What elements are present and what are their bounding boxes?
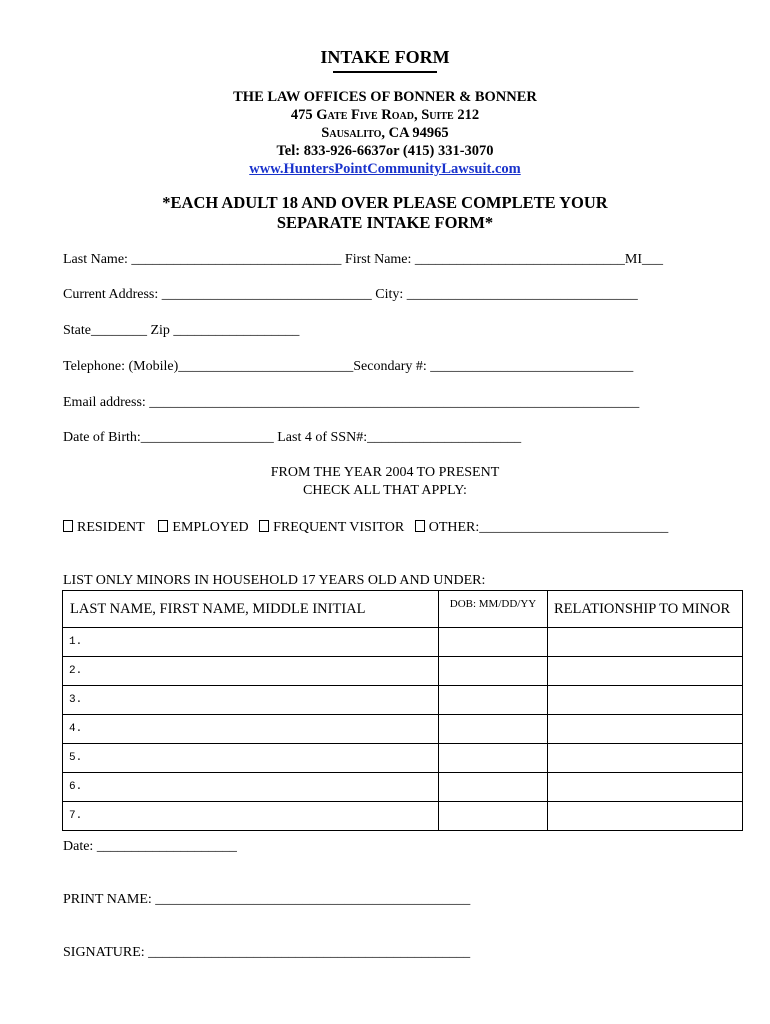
notice-line2: SEPARATE INTAKE FORM*	[276, 213, 494, 232]
minor-dob-cell[interactable]	[439, 686, 548, 715]
other-label: OTHER:___________________________	[428, 520, 669, 535]
minor-relationship-cell[interactable]	[548, 686, 743, 715]
table-header-row	[63, 591, 743, 628]
minors-table	[62, 590, 743, 831]
table-row	[63, 773, 743, 802]
minor-relationship-cell[interactable]	[548, 715, 743, 744]
notice-line1: *EACH ADULT 18 AND OVER PLEASE COMPLETE YOUR	[162, 193, 608, 212]
date-field[interactable]: Date: ____________________	[63, 839, 237, 854]
firm-address-line1	[0, 107, 770, 124]
form-title: INTAKE FORM	[320, 47, 450, 67]
resident-checkbox[interactable]	[63, 520, 144, 535]
title-underline	[333, 71, 437, 73]
state-zip-fields-row[interactable]: State________ Zip __________________	[63, 323, 300, 338]
print-name-field[interactable]: PRINT NAME: _____________________________________________	[63, 892, 471, 907]
minor-dob-cell[interactable]	[439, 744, 548, 773]
frequent-visitor-checkbox[interactable]	[259, 520, 404, 535]
minor-relationship-cell[interactable]	[548, 657, 743, 686]
checkbox-icon	[415, 520, 425, 532]
checkbox-icon	[63, 520, 73, 532]
minor-dob-cell[interactable]	[439, 628, 548, 657]
firm-address-line2	[0, 125, 770, 142]
firm-name: THE LAW OFFICES OF BONNER & BONNER	[233, 89, 537, 105]
dob-ssn-fields-row[interactable]: Date of Birth:___________________ Last 4 of SSN#:______________________	[63, 430, 522, 445]
minor-name-cell[interactable]: 3.	[63, 686, 439, 715]
col-relationship-header: RELATIONSHIP TO MINOR	[548, 591, 743, 628]
minor-name-cell[interactable]: 6.	[63, 773, 439, 802]
frequent-visitor-label: FREQUENT VISITOR	[273, 520, 405, 535]
table-row	[63, 715, 743, 744]
table-row	[63, 657, 743, 686]
minor-dob-cell[interactable]	[439, 802, 548, 831]
other-checkbox[interactable]	[415, 520, 669, 535]
table-row	[63, 628, 743, 657]
minor-name-cell[interactable]: 5.	[63, 744, 439, 773]
minor-name-cell[interactable]: 2.	[63, 657, 439, 686]
minor-name-cell[interactable]: 4.	[63, 715, 439, 744]
minor-relationship-cell[interactable]	[548, 773, 743, 802]
minor-relationship-cell[interactable]	[548, 744, 743, 773]
address-fields-row[interactable]: Current Address: ______________________________ City: _________________________________	[63, 287, 638, 302]
minor-relationship-cell[interactable]	[548, 802, 743, 831]
table-row	[63, 802, 743, 831]
minor-name-cell[interactable]: 1.	[63, 628, 439, 657]
address-line1-text: 475 Gate Five Road, Suite 212	[290, 107, 480, 123]
status-checkbox-row	[63, 520, 668, 536]
col-name-header: LAST NAME, FIRST NAME, MIDDLE INITIAL	[63, 591, 439, 628]
minors-heading: LIST ONLY MINORS IN HOUSEHOLD 17 YEARS OLD AND UNDER:	[63, 573, 486, 588]
name-fields-row[interactable]: Last Name: ______________________________ First Name: ______________________________MI___	[63, 252, 664, 267]
firm-website-link[interactable]: www.HuntersPointCommunityLawsuit.com	[249, 161, 521, 177]
telephone-fields-row[interactable]: Telephone: (Mobile)_________________________Secondary #: _____________________________	[63, 359, 634, 374]
table-row	[63, 744, 743, 773]
checkbox-icon	[158, 520, 168, 532]
employed-label: EMPLOYED	[172, 520, 249, 535]
firm-telephone: Tel: 833-926-6637or (415) 331-3070	[276, 143, 494, 159]
checkbox-icon	[259, 520, 269, 532]
minor-relationship-cell[interactable]	[548, 628, 743, 657]
resident-label: RESIDENT	[77, 520, 145, 535]
table-row	[63, 686, 743, 715]
period-instruction-line2: CHECK ALL THAT APPLY:	[303, 483, 467, 498]
employed-checkbox[interactable]	[158, 520, 248, 535]
minor-dob-cell[interactable]	[439, 773, 548, 802]
minor-name-cell[interactable]: 7.	[63, 802, 439, 831]
minor-dob-cell[interactable]	[439, 657, 548, 686]
col-dob-header: DOB: MM/DD/YY	[439, 591, 548, 628]
signature-field[interactable]: SIGNATURE: ______________________________________________	[63, 945, 471, 960]
email-field-row[interactable]: Email address: ______________________________________________________________________	[63, 395, 640, 410]
period-instruction-line1: FROM THE YEAR 2004 TO PRESENT	[270, 465, 500, 480]
minor-dob-cell[interactable]	[439, 715, 548, 744]
address-line2-text: Sausalito, CA 94965	[321, 125, 449, 141]
